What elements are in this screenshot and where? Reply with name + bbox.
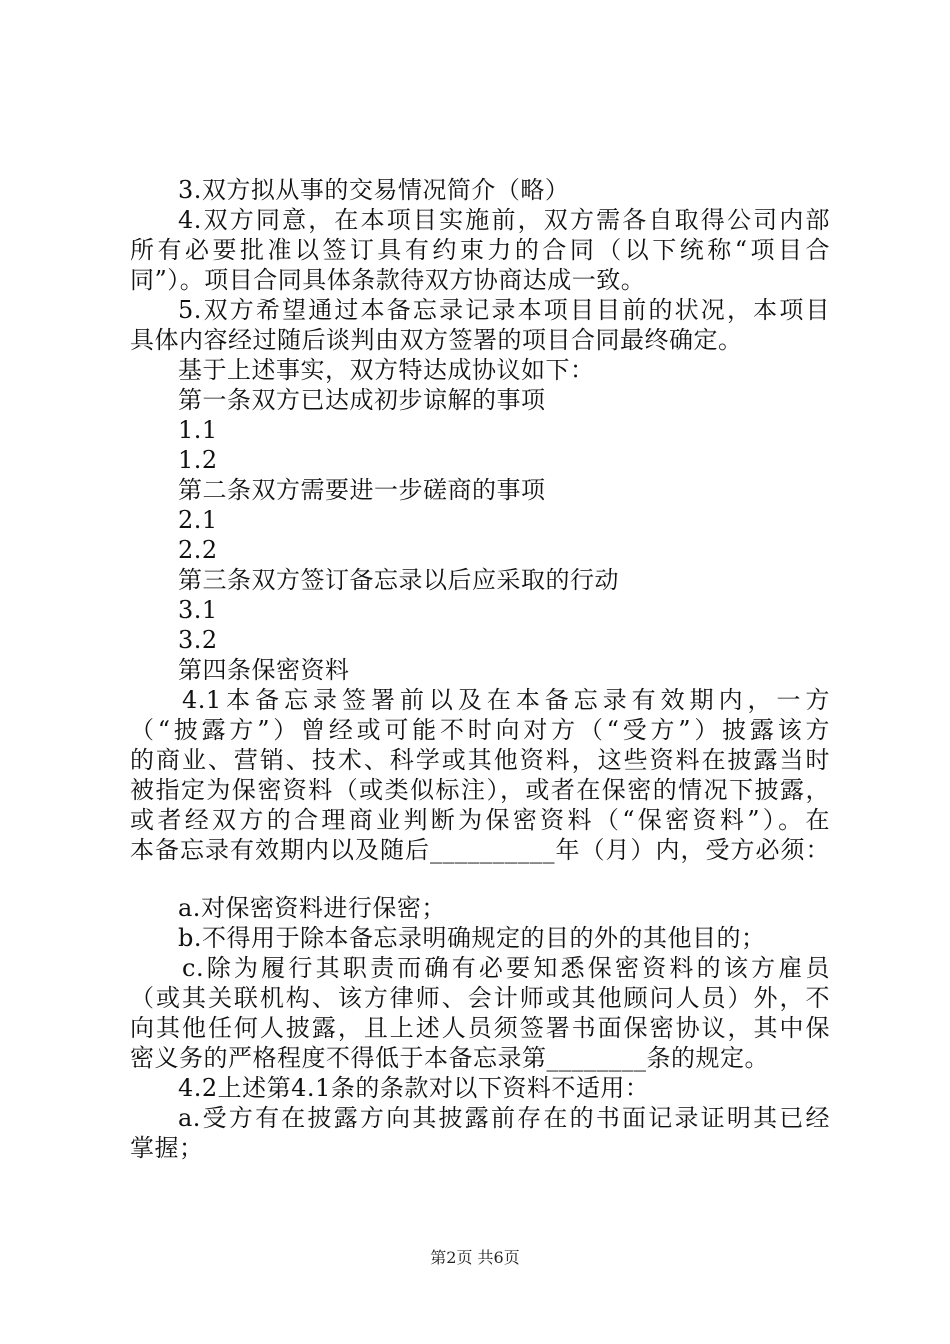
obligation-c-line-2: （或其关联机构、该方律师、会计师或其他顾问人员）外，不 — [130, 984, 830, 1012]
paragraph-4-line-2: 所有必要批准以签订具有约束力的合同（以下统称“项目合 — [130, 236, 830, 264]
article-2-heading: 第二条双方需要进一步磋商的事项 — [178, 476, 546, 504]
paragraph-5-line-2: 具体内容经过随后谈判由双方签署的项目合同最终确定。 — [130, 326, 743, 354]
exception-a-line-1: a.受方有在披露方向其披露前存在的书面记录证明其已经 — [178, 1104, 830, 1132]
clause-2-1: 2.1 — [178, 506, 218, 534]
exception-a-line-2: 掌握； — [130, 1134, 204, 1162]
page-footer — [0, 1245, 950, 1268]
clause-4-1-line-5: 或者经双方的合理商业判断为保密资料（“保密资料”）。在 — [130, 806, 830, 834]
clause-4-1-line-2: （“披露方”）曾经或可能不时向对方（“受方”）披露该方 — [130, 716, 830, 744]
paragraph-4-line-1: 4.双方同意，在本项目实施前，双方需各自取得公司内部 — [178, 206, 830, 234]
clause-4-1-line-1: 4.1本备忘录签署前以及在本备忘录有效期内，一方 — [182, 686, 830, 714]
obligation-c-line-1: c.除为履行其职责而确有必要知悉保密资料的该方雇员 — [182, 954, 830, 982]
clause-3-2: 3.2 — [178, 626, 218, 654]
clause-4-1-line-4: 被指定为保密资料（或类似标注），或者在保密的情况下披露， — [130, 776, 830, 804]
article-1-heading: 第一条双方已达成初步谅解的事项 — [178, 386, 546, 414]
paragraph-gap — [130, 865, 830, 893]
clause-4-1-line-6: 本备忘录有效期内以及随后__________年（月）内，受方必须： — [130, 836, 830, 864]
agreement-intro: 基于上述事实，双方特达成协议如下： — [178, 356, 595, 384]
clause-2-2: 2.2 — [178, 536, 218, 564]
clause-4-2-heading: 4.2上述第4.1条的条款对以下资料不适用： — [178, 1074, 650, 1102]
obligation-b: b.不得用于除本备忘录明确规定的目的外的其他目的； — [178, 924, 766, 952]
document-body — [130, 175, 830, 1163]
article-4-heading: 第四条保密资料 — [178, 656, 350, 684]
obligation-a: a.对保密资料进行保密； — [178, 894, 446, 922]
clause-3-1: 3.1 — [178, 596, 218, 624]
paragraph-3-line-1: 3.双方拟从事的交易情况简介（略） — [178, 176, 570, 204]
paragraph-4-line-3: 同”）。项目合同具体条款待双方协商达成一致。 — [130, 266, 646, 294]
obligation-c-line-4: 密义务的严格程度不得低于本备忘录第________条的规定。 — [130, 1044, 769, 1072]
paragraph-5-line-1: 5.双方希望通过本备忘录记录本项目目前的状况，本项目 — [178, 296, 830, 324]
clause-1-1: 1.1 — [178, 416, 218, 444]
page-number-label: 第2页 共6页 — [430, 1248, 520, 1267]
clause-1-2: 1.2 — [178, 446, 218, 474]
clause-4-1-line-3: 的商业、营销、技术、科学或其他资料，这些资料在披露当时 — [130, 746, 830, 774]
obligation-c-line-3: 向其他任何人披露，且上述人员须签署书面保密协议，其中保 — [130, 1014, 830, 1042]
article-3-heading: 第三条双方签订备忘录以后应采取的行动 — [178, 566, 619, 594]
